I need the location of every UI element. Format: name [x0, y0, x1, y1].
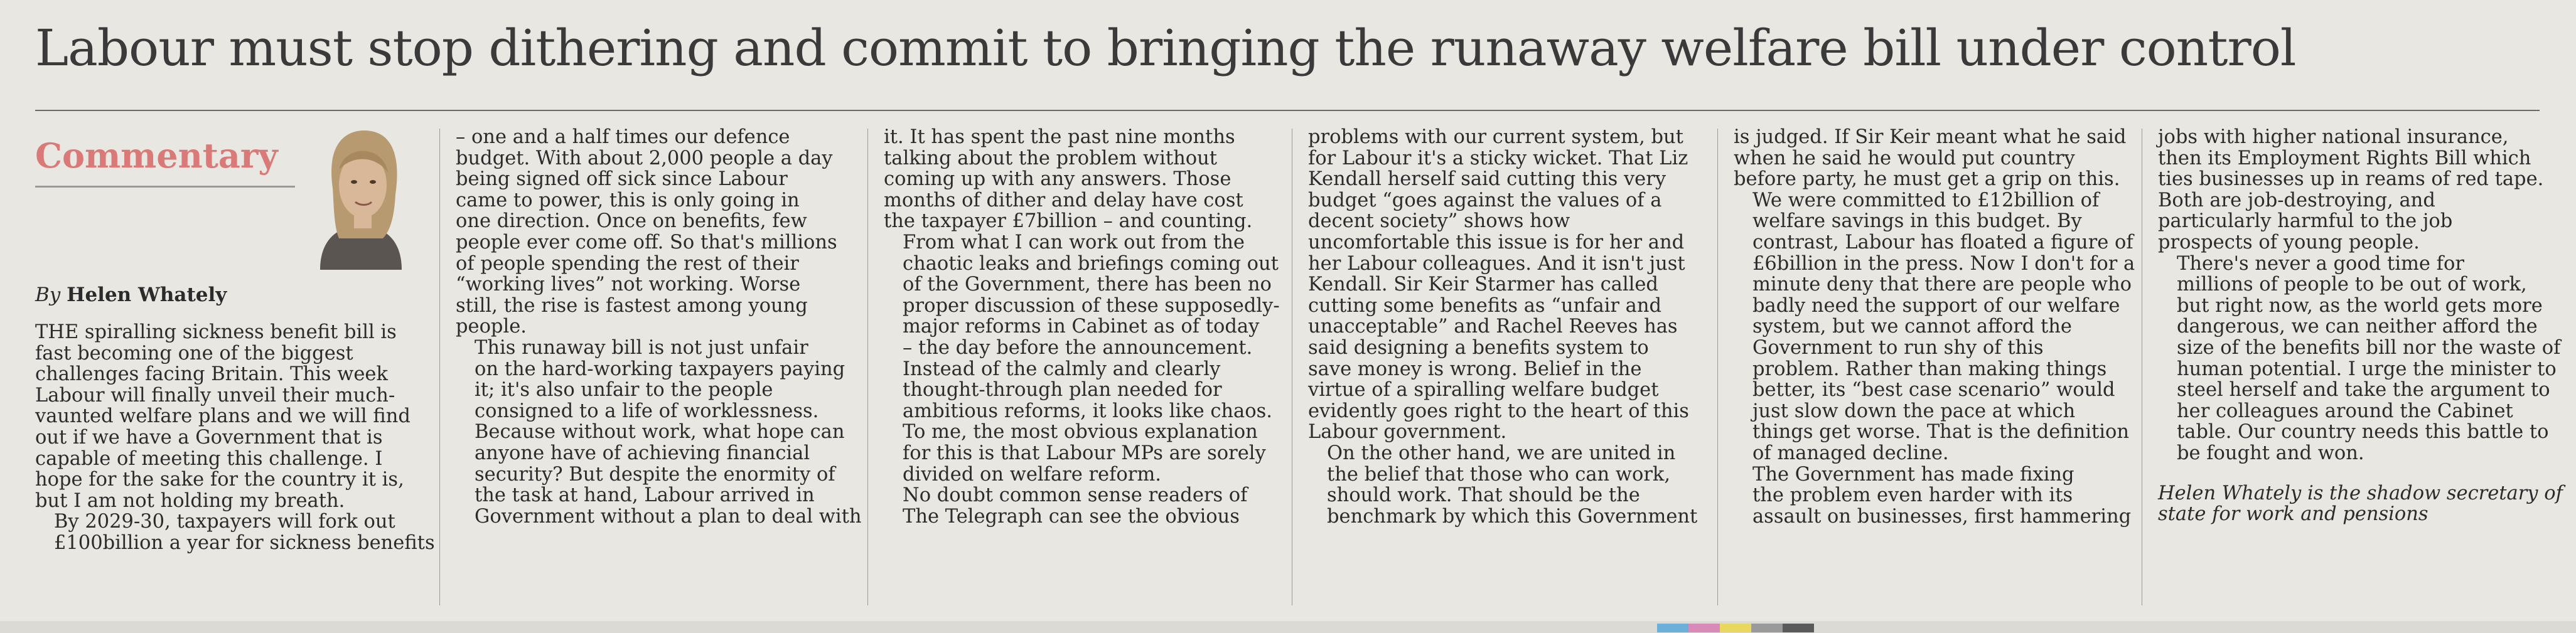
text-line: The Telegraph can see the obvious [903, 505, 1240, 528]
print-color-swatch [1751, 624, 1783, 632]
text-line: things get worse. That is the definition [1752, 421, 2130, 444]
author-portrait [295, 119, 427, 270]
article-paragraph [2158, 253, 2560, 464]
text-line: for this is that Labour MPs are sorely [903, 442, 1266, 464]
text-line: Labour will finally unveil their much- [35, 384, 395, 407]
text-line: on the hard-working taxpayers paying [475, 358, 845, 380]
section-kicker: Commentary [35, 136, 278, 176]
column-rule [1717, 129, 1718, 605]
print-color-swatch [1783, 624, 1814, 632]
text-line: decent society” shows how [1308, 210, 1570, 233]
text-line: jobs with higher national insurance, [2158, 126, 2509, 148]
text-line: assault on businesses, first hammering [1752, 505, 2132, 528]
article-paragraph [1734, 464, 2135, 528]
text-line: one direction. Once on benefits, few [456, 210, 807, 233]
article-paragraph [456, 336, 862, 528]
text-line: system, but we cannot afford the [1752, 316, 2072, 338]
text-line: dangerous, we can neither afford the [2177, 316, 2538, 338]
article-column-3 [884, 127, 1285, 527]
text-line: the taxpayer £7billion – and counting. [884, 210, 1253, 233]
article-paragraph [884, 485, 1285, 527]
text-line: ties businesses up in reams of red tape. [2158, 168, 2544, 191]
text-line: of people spending the rest of their [456, 252, 799, 275]
text-line: being signed off sick since Labour [456, 168, 788, 191]
text-line: divided on welfare reform. [903, 463, 1161, 486]
article-column-4 [1308, 127, 1710, 527]
article-column-2 [456, 126, 862, 528]
text-line: for Labour it's a sticky wicket. That Liz [1308, 147, 1688, 169]
text-line: hope for the sake for the country it is, [35, 469, 404, 491]
text-line: of the Government, there has been no [903, 274, 1272, 296]
text-line: Because without work, what hope can [475, 421, 845, 444]
text-line: proper discussion of these supposedly- [903, 294, 1280, 317]
text-line: By 2029-30, taxpayers will fork out [54, 511, 395, 533]
text-line: benchmark by which this Government [1327, 505, 1698, 528]
text-line: The Government has made fixing [1752, 463, 2074, 486]
text-line: security? But despite the enormity of [475, 463, 835, 486]
text-line: should work. That should be the [1327, 484, 1640, 507]
text-line: To me, the most obvious explanation [903, 421, 1258, 444]
text-line: steel herself and take the argument to [2177, 379, 2550, 402]
article-column-5 [1734, 127, 2135, 527]
byline-by: By [35, 284, 61, 306]
text-line: talking about the problem without [884, 147, 1218, 169]
text-line: size of the benefits bill nor the waste of [2177, 336, 2561, 359]
endnote-line: Helen Whately is the shadow secretary of [2158, 482, 2563, 504]
text-line: uncomfortable this issue is for her and [1308, 231, 1685, 253]
text-line: From what I can work out from the [903, 231, 1245, 253]
text-line: This runaway bill is not just unfair [475, 336, 808, 359]
text-line: months of dither and delay have cost [884, 189, 1243, 211]
text-line: said designing a benefits system to [1308, 336, 1649, 359]
text-line: but I am not holding my breath. [35, 489, 345, 512]
print-color-swatch [1688, 624, 1720, 632]
text-line: just slow down the pace at which [1752, 400, 2076, 422]
text-line: when he said he would put country [1734, 147, 2075, 169]
text-line: still, the rise is fastest among young [456, 294, 808, 317]
text-line: capable of meeting this challenge. I [35, 447, 383, 470]
text-line: THE spiralling sickness benefit bill is [35, 321, 397, 343]
text-line: the belief that those who can work, [1327, 463, 1671, 486]
article-paragraph [35, 322, 437, 511]
text-line: table. Our country needs this battle to [2177, 421, 2549, 444]
text-line: No doubt common sense readers of [903, 484, 1248, 507]
text-line: badly need the support of our welfare [1752, 294, 2120, 317]
text-line: On the other hand, we are united in [1327, 442, 1676, 464]
text-line: welfare savings in this budget. By [1752, 210, 2082, 233]
text-line: better, its “best case scenario” would [1752, 379, 2115, 402]
byline-name: Helen Whately [67, 284, 227, 306]
column-rule [867, 129, 868, 605]
text-line: Both are job-destroying, and [2158, 189, 2435, 211]
text-line: the task at hand, Labour arrived in [475, 484, 815, 507]
text-line: then its Employment Rights Bill which [2158, 147, 2531, 169]
headline-rule [35, 110, 2540, 111]
print-color-swatch [1720, 624, 1751, 632]
article-paragraph [1734, 127, 2135, 190]
text-line: We were committed to £12billion of [1752, 189, 2100, 211]
article-paragraph [1308, 443, 1710, 527]
text-line: anyone have of achieving financial [475, 442, 810, 464]
text-line: ambitious reforms, it looks like chaos. [903, 400, 1272, 422]
text-line: be fought and won. [2177, 442, 2364, 464]
text-line: major reforms in Cabinet as of today [903, 316, 1260, 338]
text-line: thought-through plan needed for [903, 379, 1222, 402]
column-rule [439, 129, 440, 605]
text-line: – the day before the announcement. [903, 336, 1253, 359]
text-line: virtue of a spiralling welfare budget [1308, 379, 1659, 402]
text-line: Kendall herself said cutting this very [1308, 168, 1666, 191]
text-line: but right now, as the world gets more [2177, 294, 2543, 317]
text-line: unacceptable” and Rachel Reeves has [1308, 316, 1678, 338]
text-line: evidently goes right to the heart of this [1308, 400, 1689, 422]
byline [35, 284, 227, 306]
text-line: before party, he must get a grip on this. [1734, 168, 2120, 191]
text-line: Government without a plan to deal with [475, 505, 862, 528]
text-line: contrast, Labour has floated a figure of [1752, 231, 2133, 253]
text-line: Government to run shy of this [1752, 336, 2044, 359]
text-line: prospects of young people. [2158, 231, 2420, 253]
text-line: Instead of the calmly and clearly [903, 358, 1221, 380]
article-column-1 [35, 322, 437, 554]
text-line: it; it's also unfair to the people [475, 379, 773, 402]
text-line: it. It has spent the past nine months [884, 126, 1235, 148]
text-line: millions of people to be out of work, [2177, 274, 2527, 296]
article-paragraph [1308, 127, 1710, 443]
text-line: came to power, this is only going in [456, 189, 800, 211]
text-line: her colleagues around the Cabinet [2177, 400, 2513, 422]
text-line: Kendall. Sir Keir Starmer has called [1308, 274, 1658, 296]
author-endnote [2158, 482, 2563, 526]
text-line: “working lives” not working. Worse [456, 274, 801, 296]
text-line: minute deny that there are people who [1752, 274, 2132, 296]
text-line: of managed decline. [1752, 442, 1949, 464]
article-paragraph [2158, 127, 2560, 253]
text-line: chaotic leaks and briefings coming out [903, 252, 1279, 275]
text-line: out if we have a Government that is [35, 426, 383, 449]
headline: Labour must stop dithering and commit to bringing the runaway welfare bill under control [35, 19, 2296, 77]
endnote-line: state for work and pensions [2158, 503, 2428, 526]
article-paragraph [884, 127, 1285, 232]
text-line: challenges facing Britain. This week [35, 363, 388, 386]
article-paragraph [1734, 190, 2135, 464]
text-line: the problem even harder with its [1752, 484, 2073, 507]
text-line: – one and a half times our defence [456, 126, 790, 148]
article-paragraph [884, 232, 1285, 485]
text-line: her Labour colleagues. And it isn't just [1308, 252, 1685, 275]
text-line: £6billion in the press. Now I don't for a [1752, 252, 2135, 275]
article-paragraph [456, 127, 857, 338]
text-line: budget. With about 2,000 people a day [456, 147, 833, 169]
text-line: human potential. I urge the minister to [2177, 358, 2557, 380]
text-line: budget “goes against the values of a [1308, 189, 1662, 211]
text-line: save money is wrong. Belief in the [1308, 358, 1642, 380]
text-line: There's never a good time for [2177, 252, 2464, 275]
text-line: vaunted welfare plans and we will find [35, 405, 411, 428]
text-line: problem. Rather than making things [1752, 358, 2107, 380]
text-line: people ever come off. So that's millions [456, 231, 837, 253]
article-column-6 [2158, 126, 2563, 526]
text-line: people. [456, 316, 527, 338]
page-bottom-strip [0, 621, 2576, 633]
text-line: coming up with any answers. Those [884, 168, 1232, 191]
text-line: fast becoming one of the biggest [35, 342, 353, 364]
text-line: Labour government. [1308, 421, 1507, 444]
text-line: is judged. If Sir Keir meant what he said [1734, 126, 2127, 148]
text-line: problems with our current system, but [1308, 126, 1683, 148]
text-line: particularly harmful to the job [2158, 210, 2453, 233]
article-paragraph [35, 511, 437, 553]
print-color-swatch [1657, 624, 1688, 632]
kicker-rule [35, 186, 299, 188]
text-line: cutting some benefits as “unfair and [1308, 294, 1662, 317]
text-line: £100billion a year for sickness benefits [54, 531, 435, 554]
text-line: consigned to a life of worklessness. [475, 400, 819, 422]
